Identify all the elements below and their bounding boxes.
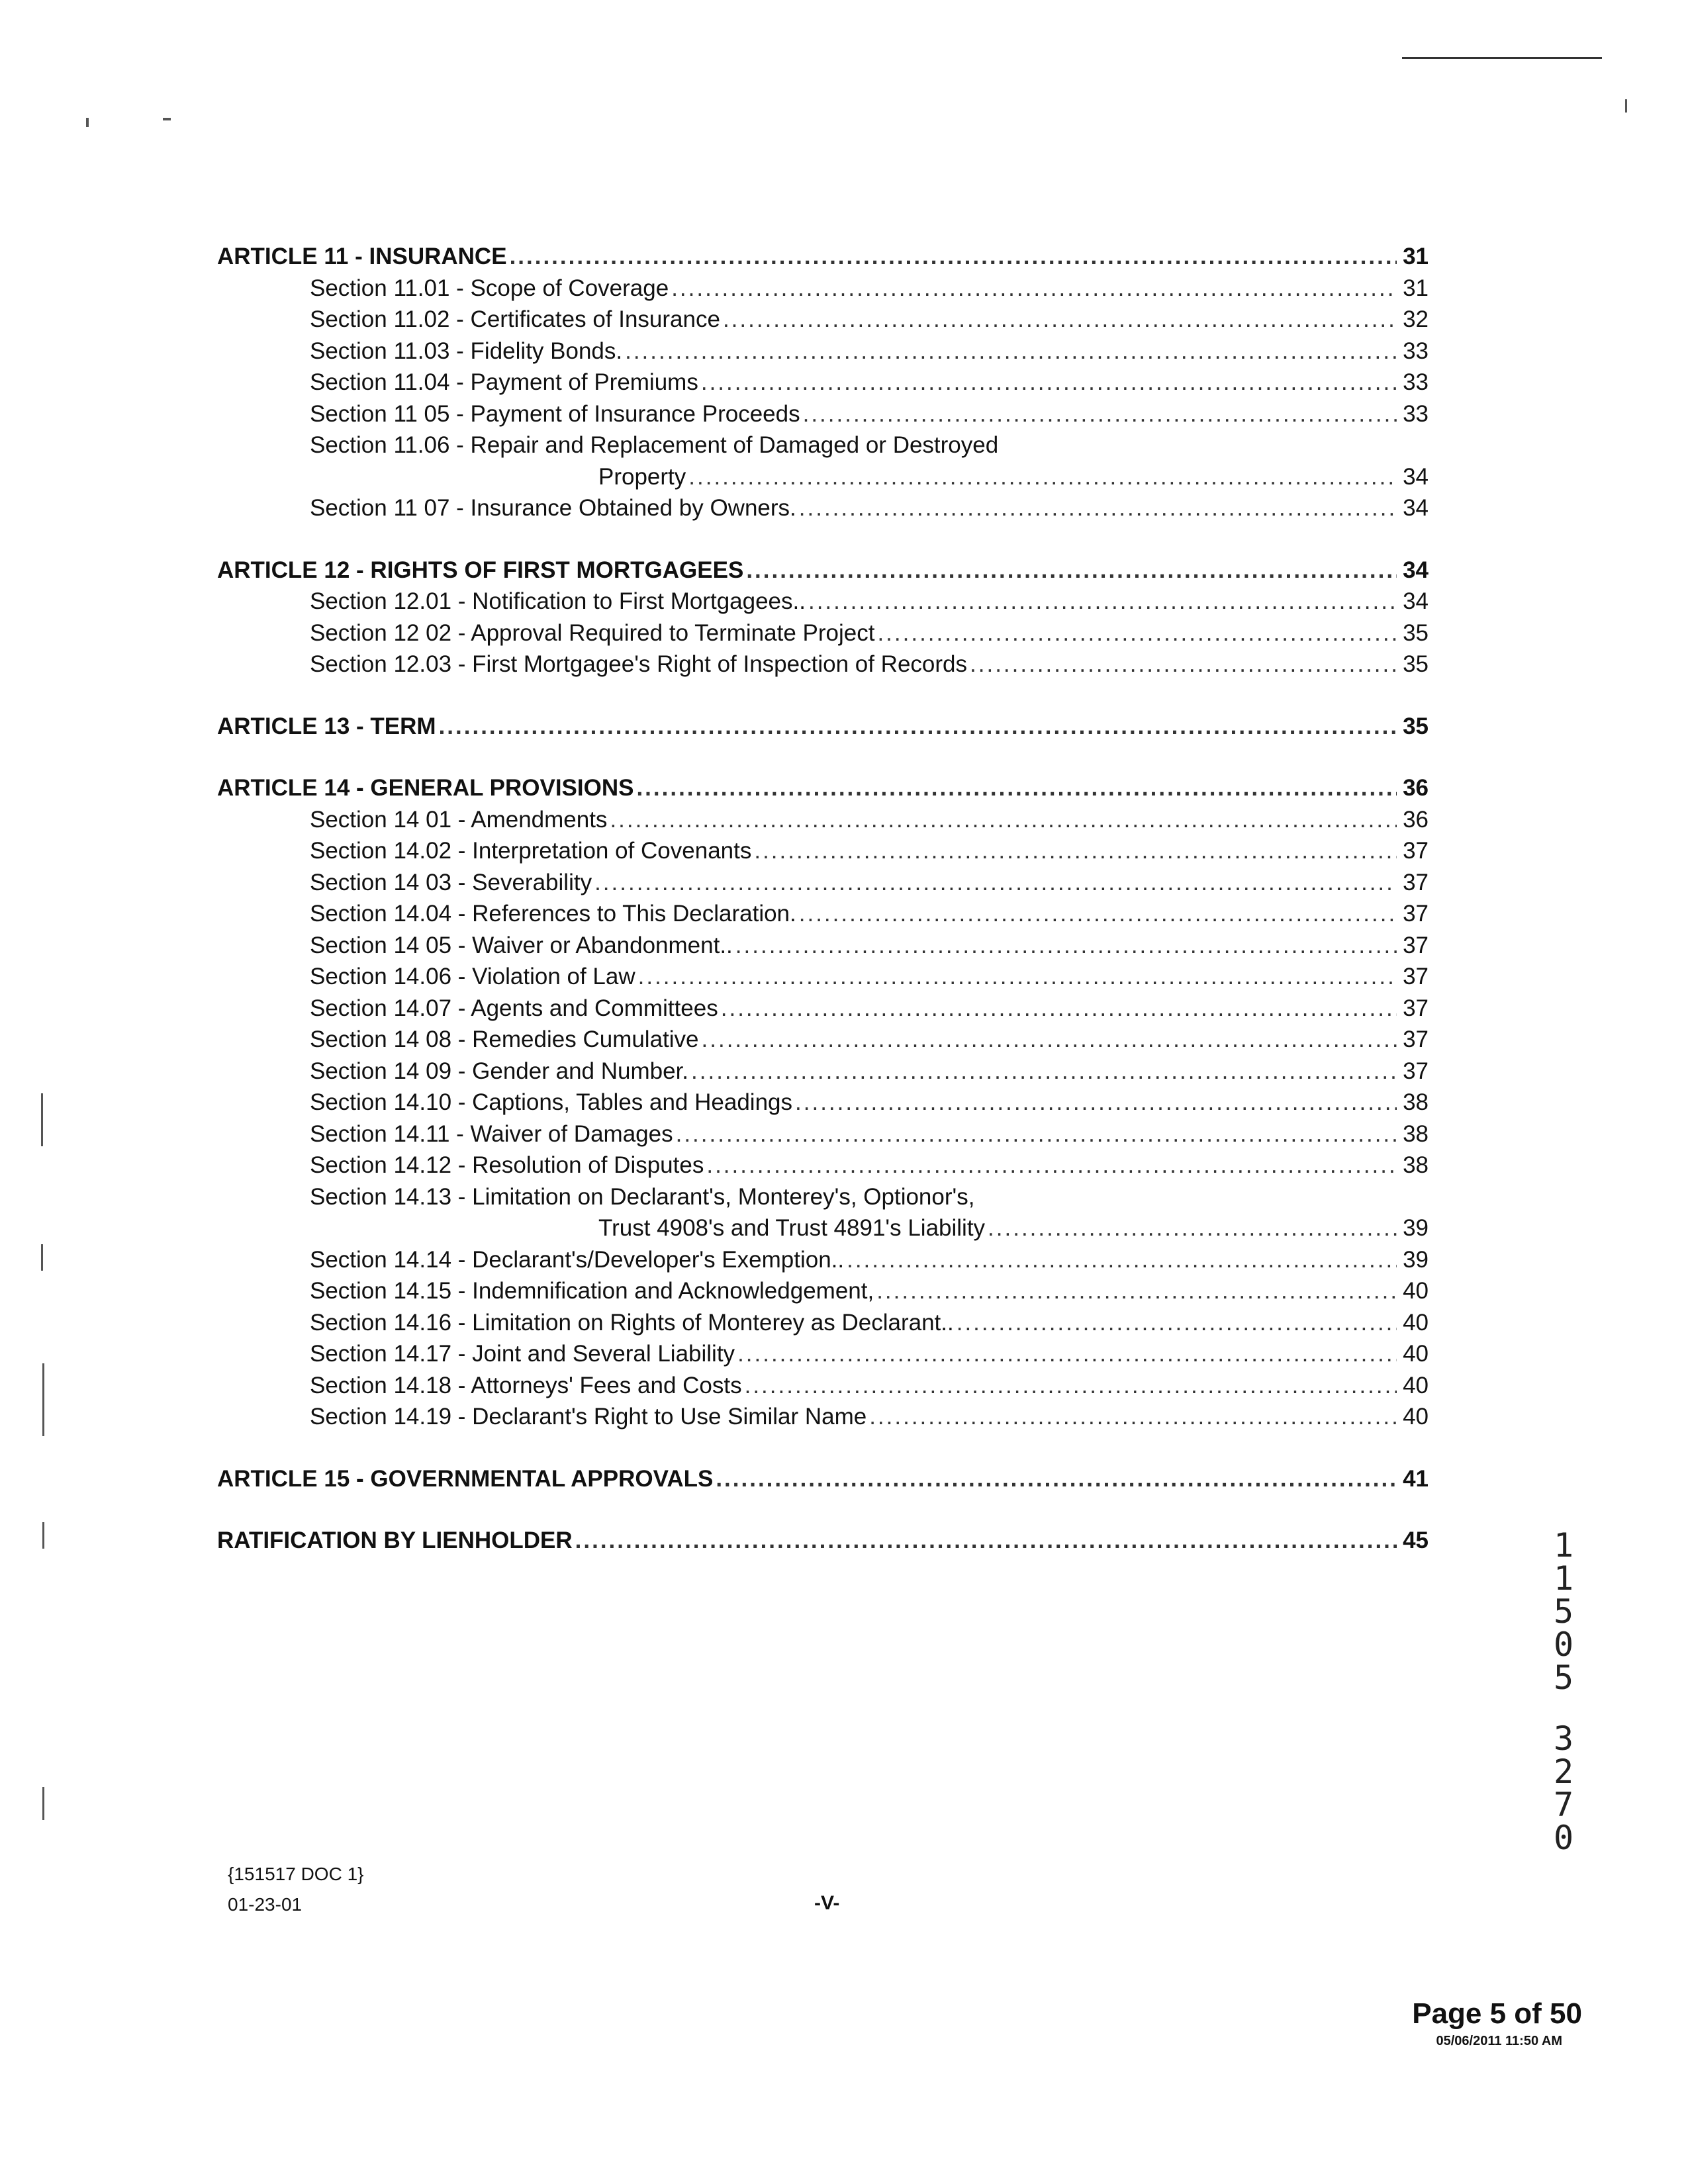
toc-article-11 <box>217 241 1429 273</box>
dot-leader <box>716 1463 1397 1495</box>
toc-section-label: Section 11.03 - Fidelity Bonds. <box>310 338 623 364</box>
dot-leader <box>737 1338 1397 1370</box>
toc-section-label: Section 11.02 - Certificates of Insurance <box>310 306 720 332</box>
toc-section-label: Section 14.14 - Declarant's/Developer's Exemption.. <box>310 1246 845 1273</box>
toc-section-14-09 <box>217 1056 1429 1087</box>
dot-leader <box>876 1275 1397 1307</box>
toc-page-number: 37 <box>1403 901 1429 927</box>
toc-section-label: Section 14.11 - Waiver of Damages <box>310 1120 673 1147</box>
toc-section-label: Section 14.02 - Interpretation of Covenants <box>310 838 752 864</box>
toc-section-label: Section 14.06 - Violation of Law <box>310 964 635 989</box>
side-stamp <box>1544 1526 1583 1857</box>
top-rule <box>1402 57 1602 59</box>
dot-leader <box>625 336 1397 367</box>
toc-article-14 <box>217 772 1429 804</box>
scan-mark <box>42 1787 44 1820</box>
toc-section-label: Section 14.07 - Agents and Committees <box>310 995 718 1021</box>
toc-page-number: 31 <box>1403 244 1429 269</box>
toc-section-12-03 <box>217 649 1429 680</box>
stamp-digit: 5 <box>1553 1592 1574 1631</box>
toc-section-label: Section 14.16 - Limitation on Rights of Monterey as Declarant.. <box>310 1309 954 1336</box>
toc-page-number: 37 <box>1403 964 1429 989</box>
toc-page-number: 38 <box>1403 1089 1429 1115</box>
toc-section-11-07 <box>217 492 1429 524</box>
toc-section-label: Section 11.04 - Payment of Premiums <box>310 369 698 395</box>
stamp-digit: 7 <box>1553 1786 1574 1824</box>
toc-section-12-02 <box>217 617 1429 649</box>
toc-section-12-01 <box>217 586 1429 617</box>
toc-article-title: ARTICLE 15 - GOVERNMENTAL APPROVALS <box>217 1465 714 1492</box>
toc-section-14-11 <box>217 1118 1429 1150</box>
dot-leader <box>439 711 1397 743</box>
dot-leader <box>510 241 1397 273</box>
toc-page-number: 35 <box>1403 651 1429 677</box>
dot-leader <box>808 586 1397 617</box>
toc-article-title: ARTICLE 13 - TERM <box>217 713 436 739</box>
toc-section-label-continued: Trust 4908's and Trust 4891's Liability <box>598 1215 986 1241</box>
toc-section-14-16 <box>217 1307 1429 1339</box>
toc-section-label: Section 14.17 - Joint and Several Liability <box>310 1341 735 1367</box>
toc-page-number: 38 <box>1403 1152 1429 1178</box>
toc-page-number: 34 <box>1403 557 1429 583</box>
dot-leader <box>799 492 1397 524</box>
toc-section-14-15 <box>217 1275 1429 1307</box>
dot-leader <box>723 304 1397 336</box>
toc-page-number: 34 <box>1403 588 1429 614</box>
toc-section-14-10 <box>217 1087 1429 1118</box>
toc-section-label: Section 14.18 - Attorneys' Fees and Costs <box>310 1372 742 1398</box>
toc-section-label: Section 14.15 - Indemnification and Acknowledgement, <box>310 1278 874 1304</box>
toc-section-11-01 <box>217 273 1429 304</box>
toc-article-title: ARTICLE 12 - RIGHTS OF FIRST MORTGAGEES <box>217 557 744 583</box>
stamp-digit: 2 <box>1553 1752 1574 1791</box>
dot-leader <box>988 1212 1397 1244</box>
toc-page-number: 39 <box>1403 1215 1429 1241</box>
spacer <box>217 1494 1429 1525</box>
toc-section-14-18 <box>217 1370 1429 1402</box>
toc-section-14-12 <box>217 1150 1429 1181</box>
toc-section-14-07 <box>217 993 1429 1024</box>
stamp-digit: 0 <box>1553 1625 1574 1664</box>
dot-leader <box>957 1307 1397 1339</box>
dot-leader <box>735 930 1397 962</box>
toc-section-14-13-continued <box>217 1212 1429 1244</box>
toc-page-number: 40 <box>1403 1372 1429 1398</box>
dot-leader <box>575 1525 1397 1557</box>
toc-page-number: 40 <box>1403 1309 1429 1336</box>
scan-mark <box>163 118 171 120</box>
scan-mark <box>41 1244 43 1271</box>
toc-page-number: 37 <box>1403 838 1429 864</box>
toc-section-label: Section 12.01 - Notification to First Mortgagees.. <box>310 588 806 614</box>
toc-section-14-03 <box>217 867 1429 899</box>
dot-leader <box>594 867 1397 899</box>
toc-section-label: Section 11 07 - Insurance Obtained by Owners. <box>310 495 796 521</box>
dot-leader <box>671 273 1397 304</box>
dot-leader <box>721 993 1397 1024</box>
dot-leader <box>610 804 1397 836</box>
dot-leader <box>799 898 1397 930</box>
toc-section-label: Section 14.12 - Resolution of Disputes <box>310 1152 704 1178</box>
toc-article-title: ARTICLE 14 - GENERAL PROVISIONS <box>217 775 634 801</box>
toc-page-number: 33 <box>1403 400 1429 427</box>
toc-page-number: 37 <box>1403 1026 1429 1052</box>
toc-page-number: 32 <box>1403 306 1429 332</box>
scan-mark <box>86 118 89 127</box>
footer-page-roman: -V- <box>814 1892 840 1914</box>
scan-mark <box>41 1093 43 1146</box>
toc-section-11-03 <box>217 336 1429 367</box>
toc-section-label: Section 12.03 - First Mortgagee's Right of Inspection of Records <box>310 651 968 677</box>
toc-section-11-06 <box>217 430 1429 461</box>
toc-section-label: Section 11.06 - Repair and Replacement of Damaged or Destroyed <box>310 432 999 458</box>
toc-section-label: Section 14.04 - References to This Declaration. <box>310 901 796 927</box>
toc-page-number: 39 <box>1403 1246 1429 1273</box>
toc-section-label: Section 14.19 - Declarant's Right to Use Similar Name <box>310 1404 867 1430</box>
stamp-spacer <box>1544 1694 1583 1722</box>
toc-section-14-06 <box>217 961 1429 993</box>
toc-page-number: 37 <box>1403 869 1429 895</box>
toc-page-number: 40 <box>1403 1404 1429 1430</box>
stamp-digit: 1 <box>1553 1559 1574 1598</box>
toc-article-title: ARTICLE 11 - INSURANCE <box>217 244 507 269</box>
toc-section-14-14 <box>217 1244 1429 1276</box>
dot-leader <box>702 1024 1397 1056</box>
toc-page-number: 34 <box>1403 463 1429 490</box>
dot-leader <box>691 1056 1397 1087</box>
toc-section-11-06-continued <box>217 461 1429 493</box>
dot-leader <box>636 772 1397 804</box>
stamp-digit: 5 <box>1553 1659 1574 1697</box>
dot-leader <box>869 1401 1397 1433</box>
toc-section-14-13 <box>217 1181 1429 1213</box>
toc-page-number: 37 <box>1403 1058 1429 1084</box>
toc-section-label: Section 14 01 - Amendments <box>310 806 608 833</box>
toc-section-14-01 <box>217 804 1429 836</box>
toc-page-number: 33 <box>1403 338 1429 364</box>
dot-leader <box>795 1087 1397 1118</box>
dot-leader <box>688 461 1397 493</box>
toc-page-number: 35 <box>1403 713 1429 739</box>
spacer <box>217 1433 1429 1463</box>
dot-leader <box>701 367 1397 398</box>
toc-page-number: 31 <box>1403 275 1429 301</box>
toc-section-label: Section 14.13 - Limitation on Declarant's, Monterey's, Optionor's, <box>310 1183 975 1210</box>
toc-section-14-02 <box>217 835 1429 867</box>
toc-page-number: 40 <box>1403 1278 1429 1304</box>
toc-section-label-continued: Property <box>598 463 686 490</box>
dot-leader <box>877 617 1397 649</box>
toc-page-number: 45 <box>1403 1527 1429 1553</box>
toc-page-number: 36 <box>1403 806 1429 833</box>
stamp-digit: 3 <box>1553 1719 1574 1758</box>
toc-section-14-04 <box>217 898 1429 930</box>
toc-section-11-04 <box>217 367 1429 398</box>
page-count: Page 5 of 50 <box>1412 1997 1582 2030</box>
toc-page-number: 37 <box>1403 932 1429 958</box>
toc-section-label: Section 11 05 - Payment of Insurance Proceeds <box>310 400 800 427</box>
dot-leader <box>638 961 1397 993</box>
dot-leader <box>970 649 1397 680</box>
toc-page-number: 34 <box>1403 495 1429 521</box>
stamp-digit: 1 <box>1553 1526 1574 1565</box>
toc-section-14-08 <box>217 1024 1429 1056</box>
toc-section-label: Section 14 03 - Severability <box>310 869 592 895</box>
toc-page-number: 40 <box>1403 1341 1429 1367</box>
toc-ratification <box>217 1525 1429 1557</box>
toc-section-14-17 <box>217 1338 1429 1370</box>
toc-article-12 <box>217 555 1429 586</box>
toc-page-number: 36 <box>1403 775 1429 801</box>
toc-section-label: Section 12 02 - Approval Required to Terminate Project <box>310 619 875 646</box>
toc-article-15 <box>217 1463 1429 1495</box>
spacer <box>217 742 1429 772</box>
toc-section-label: Section 14 05 - Waiver or Abandonment.. <box>310 932 733 958</box>
toc-section-14-19 <box>217 1401 1429 1433</box>
dot-leader <box>706 1150 1397 1181</box>
toc-page-number: 33 <box>1403 369 1429 395</box>
toc-article-13 <box>217 711 1429 743</box>
dot-leader <box>746 555 1397 586</box>
spacer <box>217 524 1429 555</box>
toc-section-label: Section 11.01 - Scope of Coverage <box>310 275 669 301</box>
dot-leader <box>803 398 1397 430</box>
footer-date: 01-23-01 <box>228 1894 303 1915</box>
toc-section-label: Section 14 09 - Gender and Number. <box>310 1058 689 1084</box>
scan-mark <box>42 1363 44 1436</box>
page-timestamp: 05/06/2011 11:50 AM <box>1436 2034 1562 2048</box>
toc-page-number: 35 <box>1403 619 1429 646</box>
scan-mark <box>42 1522 44 1549</box>
footer-doc-id: {151517 DOC 1} <box>228 1864 364 1884</box>
dot-leader <box>847 1244 1397 1276</box>
dot-leader <box>745 1370 1397 1402</box>
toc-section-label: Section 14.10 - Captions, Tables and Headings <box>310 1089 793 1115</box>
toc-section-14-05 <box>217 930 1429 962</box>
toc-section-label: Section 14 08 - Remedies Cumulative <box>310 1026 699 1052</box>
toc-page-number: 38 <box>1403 1120 1429 1147</box>
scan-mark <box>1625 99 1627 113</box>
toc-article-title: RATIFICATION BY LIENHOLDER <box>217 1527 573 1553</box>
dot-leader <box>676 1118 1397 1150</box>
toc-page-number: 41 <box>1403 1465 1429 1492</box>
spacer <box>217 680 1429 711</box>
toc-section-11-05 <box>217 398 1429 430</box>
toc-page-number: 37 <box>1403 995 1429 1021</box>
stamp-digit: 0 <box>1553 1819 1574 1857</box>
dot-leader <box>754 835 1397 867</box>
toc-section-11-02 <box>217 304 1429 336</box>
table-of-contents <box>217 241 1429 1557</box>
